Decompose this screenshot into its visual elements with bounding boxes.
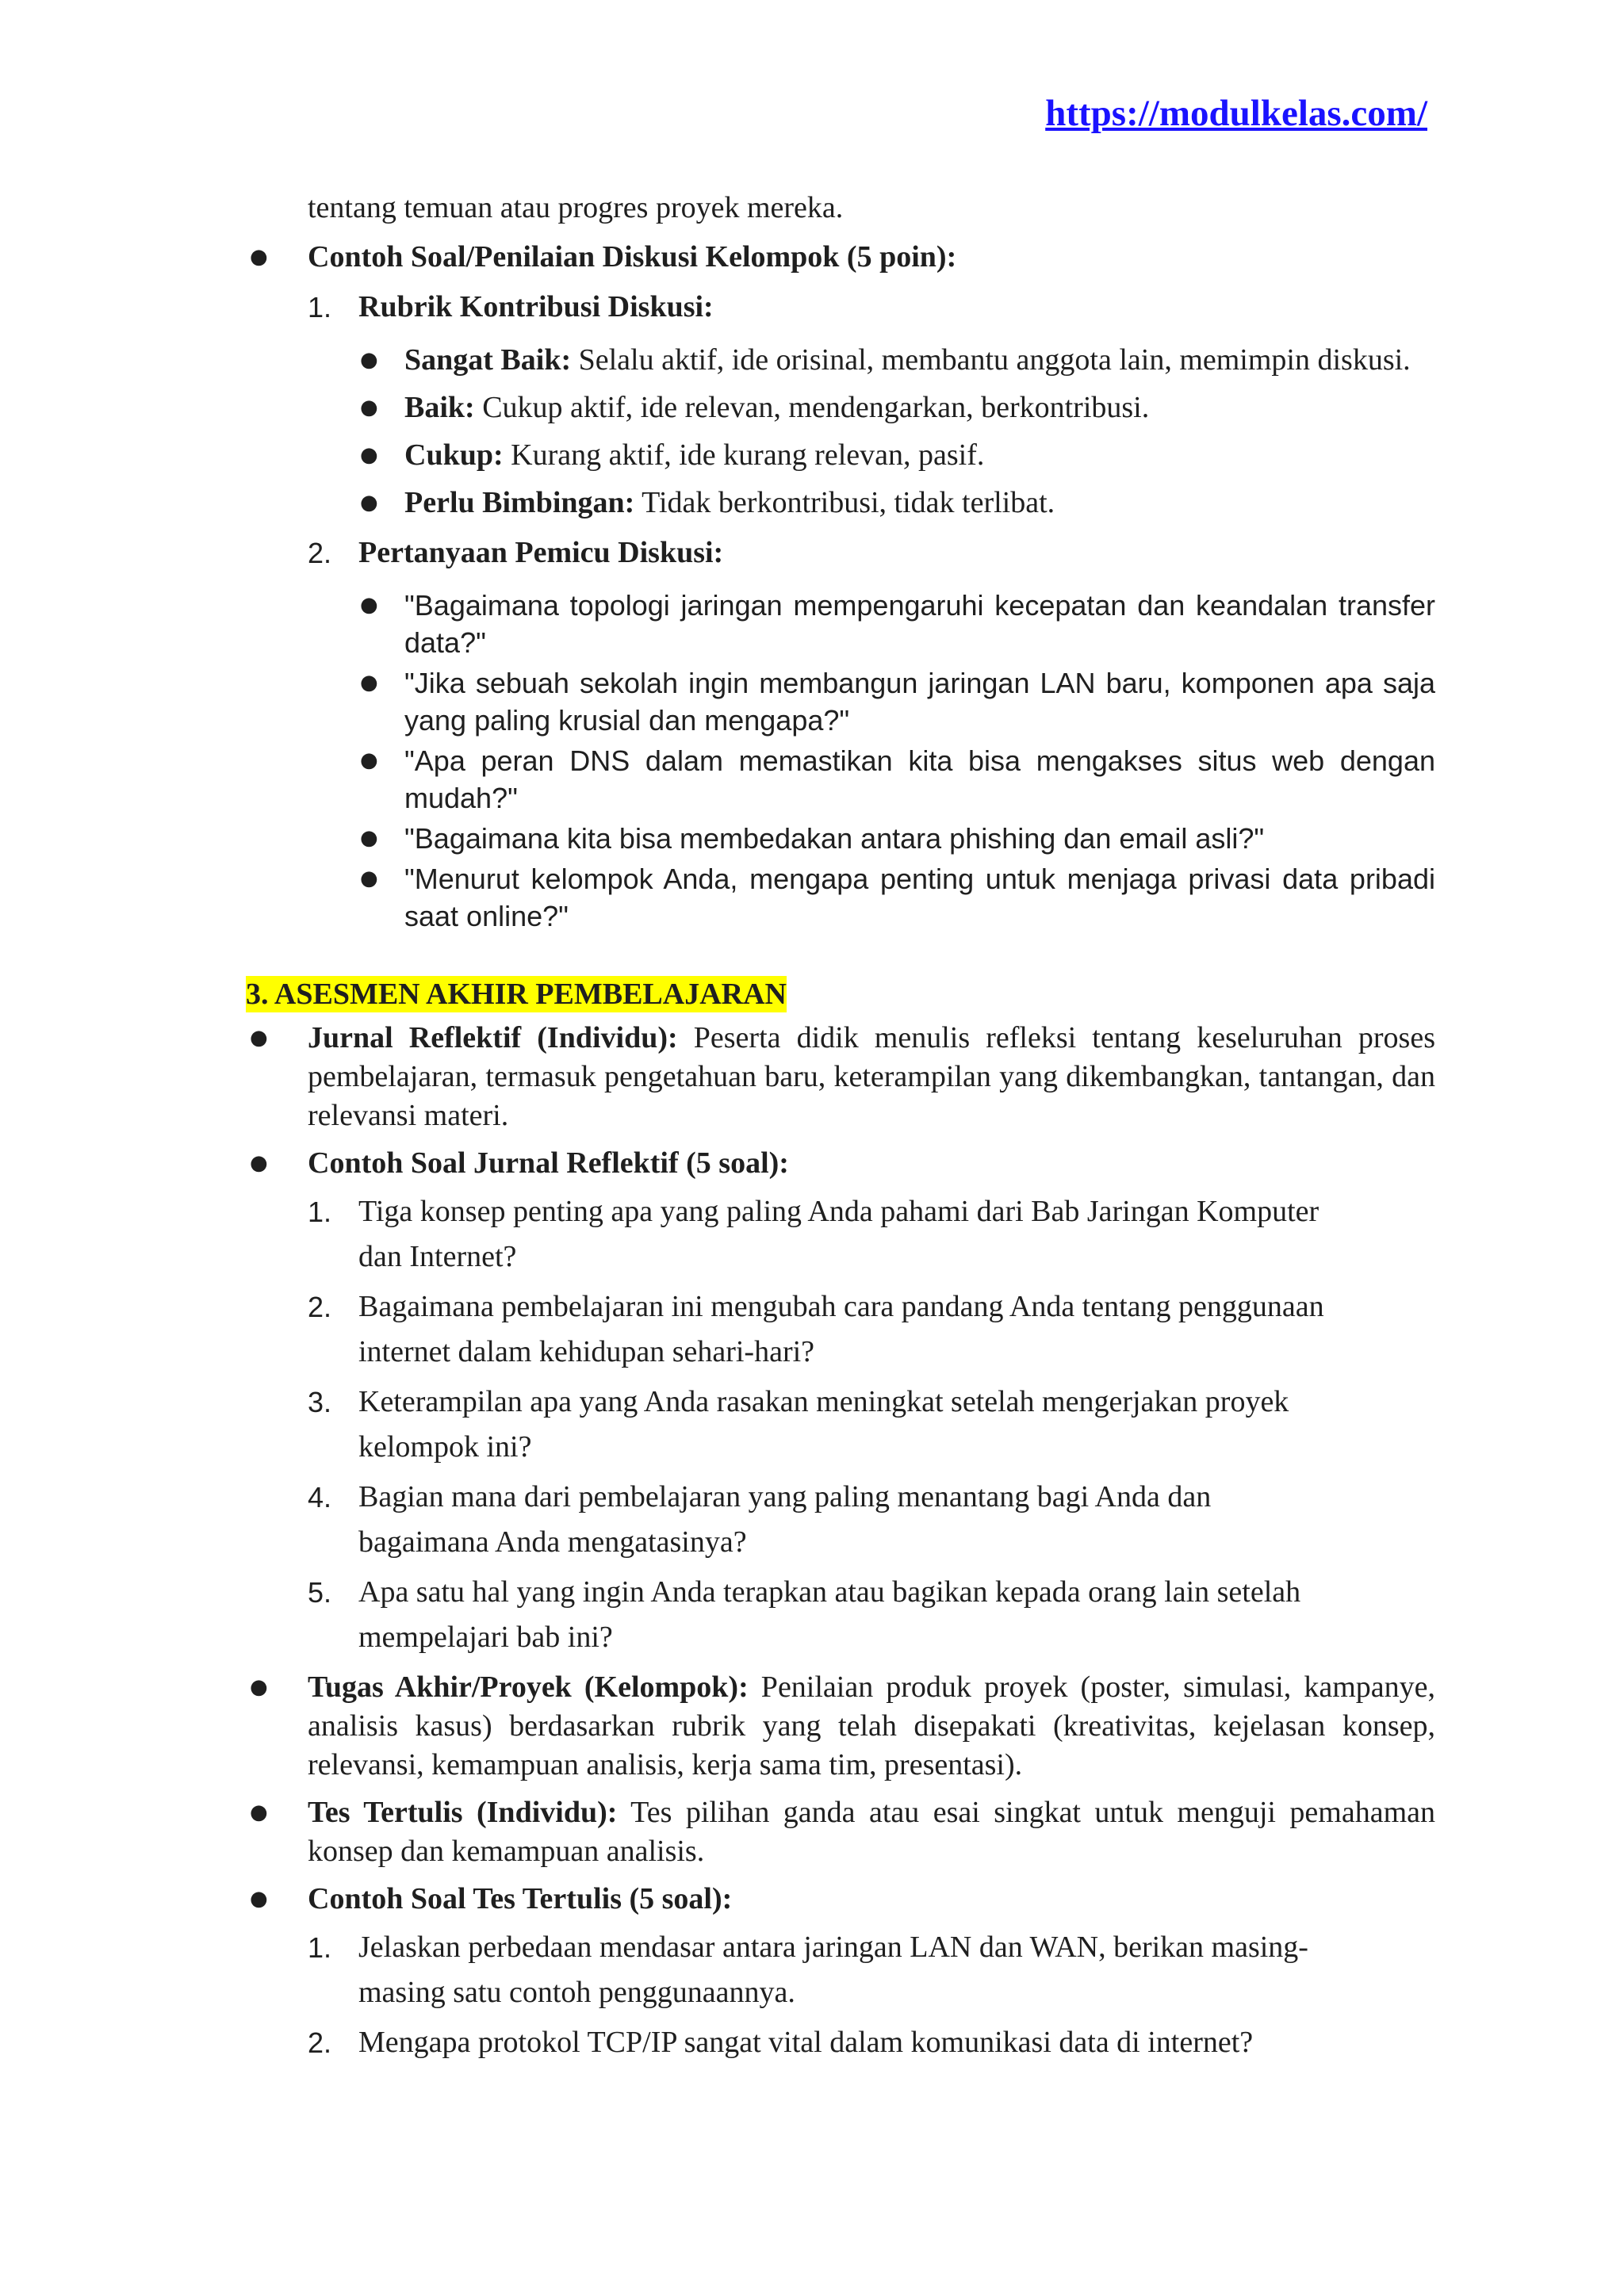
rubrik-level-label: Sangat Baik:: [404, 343, 572, 377]
continuation-text: tentang temuan atau progres proyek mereka.: [308, 191, 844, 224]
bullet-icon: ●: [360, 593, 378, 617]
bullet-icon: ●: [360, 671, 378, 695]
pemicu-question-text: "Jika sebuah sekolah ingin membangun jaringan LAN baru, komponen apa saja yang paling krusial dan mengapa?": [404, 667, 1435, 737]
tes-soal-heading-item: [246, 1880, 1435, 1919]
pemicu-question: [246, 587, 1435, 661]
tes-text: Tes pilihan ganda atau esai singkat untuk menguji pemahaman konsep dan kemampuan analisis.: [308, 1796, 1435, 1868]
bullet-icon: ●: [250, 245, 268, 269]
question-line: mempelajari bab ini?: [358, 1621, 613, 1654]
pemicu-question-text: "Bagaimana kita bisa membedakan antara phishing dan email asli?": [404, 822, 1265, 855]
rubrik-level: [246, 388, 1435, 427]
jurnal-soal-heading-item: [246, 1144, 1435, 1183]
pemicu-question: [246, 742, 1435, 817]
rubrik-level-text: Selalu aktif, ide orisinal, membantu anggota lain, memimpin diskusi.: [571, 343, 1411, 377]
diskusi-heading: Contoh Soal/Penilaian Diskusi Kelompok (5 poin):: [308, 240, 957, 274]
section-3: [246, 976, 1435, 1012]
jurnal-item: [246, 1019, 1435, 1135]
question-line: Tiga konsep penting apa yang paling Anda pahami dari Bab Jaringan Komputer: [358, 1195, 1320, 1228]
section-3-title: 3. ASESMEN AKHIR PEMBELAJARAN: [246, 978, 787, 1011]
bullet-icon: ●: [360, 867, 378, 890]
jurnal-question: [246, 1380, 1435, 1470]
tugas-item: [246, 1668, 1435, 1785]
bullet-icon: ●: [250, 1887, 268, 1911]
pemicu-question-text: "Apa peran DNS dalam memastikan kita bisa mengakses situs web dengan mudah?": [404, 744, 1435, 814]
jurnal-question: [246, 1570, 1435, 1660]
pemicu-question: [246, 860, 1435, 935]
question-line: Bagian mana dari pembelajaran yang paling menantang bagi Anda dan: [358, 1480, 1212, 1513]
list-number: 3.: [308, 1386, 332, 1418]
bullet-icon: ●: [360, 396, 378, 419]
question-line: kelompok ini?: [358, 1430, 532, 1464]
list-number: 2.: [308, 537, 332, 569]
question-line: Keterampilan apa yang Anda rasakan meningkat setelah mengerjakan proyek: [358, 1385, 1289, 1418]
list-number: 1.: [308, 291, 332, 323]
pemicu-question: [246, 664, 1435, 739]
jurnal-question: [246, 1475, 1435, 1565]
tes-item: [246, 1793, 1435, 1871]
jurnal-question: [246, 1189, 1435, 1280]
rubrik-level: [246, 436, 1435, 475]
rubrik-level: [246, 484, 1435, 522]
tugas-label: Tugas Akhir/Proyek (Kelompok):: [308, 1670, 749, 1704]
bullet-icon: ●: [250, 1026, 268, 1050]
list-number: 1.: [308, 1931, 332, 1964]
tes-label: Tes Tertulis (Individu):: [308, 1796, 618, 1829]
rubrik-level-text: Tidak berkontribusi, tidak terlibat.: [634, 486, 1055, 519]
pemicu-title: Pertanyaan Pemicu Diskusi:: [358, 536, 724, 569]
pemicu-question: [246, 820, 1435, 857]
jurnal-label: Jurnal Reflektif (Individu):: [308, 1021, 678, 1054]
rubrik-level-label: Baik:: [404, 391, 475, 424]
rubrik-level-label: Perlu Bimbingan:: [404, 486, 635, 519]
bullet-icon: ●: [360, 748, 378, 772]
bullet-icon: ●: [250, 1151, 268, 1175]
pemicu-question-text: "Menurut kelompok Anda, mengapa penting untuk menjaga privasi data pribadi saat online?": [404, 863, 1435, 932]
question-line: internet dalam kehidupan sehari-hari?: [358, 1335, 815, 1368]
rubrik-item: [246, 288, 1435, 327]
bullet-icon: ●: [360, 348, 378, 372]
tes-soal-heading: Contoh Soal Tes Tertulis (5 soal):: [308, 1882, 733, 1915]
rubrik-title: Rubrik Kontribusi Diskusi:: [358, 290, 714, 323]
question-line: masing satu contoh penggunaannya.: [358, 1976, 795, 2009]
question-line: Bagaimana pembelajaran ini mengubah cara pandang Anda tentang penggunaan: [358, 1290, 1324, 1323]
question-line: Apa satu hal yang ingin Anda terapkan atau bagikan kepada orang lain setelah: [358, 1575, 1301, 1609]
pemicu-item: [246, 534, 1435, 572]
jurnal-text: Peserta didik menulis refleksi tentang keseluruhan proses pembelajaran, termasuk pengetahuan baru, keterampilan yang dikembangkan, tantangan, dan relevansi materi.: [308, 1021, 1435, 1132]
diskusi-heading-item: [246, 238, 1435, 277]
bullet-icon: ●: [360, 443, 378, 467]
jurnal-question: [246, 1284, 1435, 1375]
question-line: bagaimana Anda mengatasinya?: [358, 1525, 747, 1559]
list-number: 1.: [308, 1196, 332, 1228]
pemicu-question-text: "Bagaimana topologi jaringan mempengaruhi kecepatan dan keandalan transfer data?": [404, 589, 1435, 659]
tes-question: [246, 2020, 1435, 2065]
list-number: 2.: [308, 2026, 332, 2059]
rubrik-level: [246, 341, 1435, 380]
question-line: Jelaskan perbedaan mendasar antara jaringan LAN dan WAN, berikan masing-: [358, 1931, 1308, 1964]
bullet-icon: ●: [360, 826, 378, 850]
list-number: 4.: [308, 1481, 332, 1513]
list-number: 5.: [308, 1576, 332, 1609]
header-url-link[interactable]: https://modulkelas.com/: [1045, 93, 1427, 134]
question-line: dan Internet?: [358, 1240, 517, 1273]
document-body: [246, 189, 1435, 2065]
tes-question: [246, 1925, 1435, 2015]
list-number: 2.: [308, 1291, 332, 1323]
jurnal-soal-heading: Contoh Soal Jurnal Reflektif (5 soal):: [308, 1146, 789, 1180]
bullet-icon: ●: [250, 1800, 268, 1824]
tugas-text: Penilaian produk proyek (poster, simulasi, kampanye, analisis kasus) berdasarkan rubrik yang telah disepakati (kreativitas, kejelasan konsep, relevansi, kemampuan analisis, kerja sama tim, presentasi).: [308, 1670, 1435, 1781]
rubrik-level-text: Kurang aktif, ide kurang relevan, pasif.: [503, 438, 985, 472]
bullet-icon: ●: [360, 491, 378, 515]
rubrik-level-label: Cukup:: [404, 438, 504, 472]
rubrik-level-text: Cukup aktif, ide relevan, mendengarkan, berkontribusi.: [474, 391, 1150, 424]
bullet-icon: ●: [250, 1675, 268, 1699]
question-line: Mengapa protokol TCP/IP sangat vital dalam komunikasi data di internet?: [358, 2026, 1254, 2059]
